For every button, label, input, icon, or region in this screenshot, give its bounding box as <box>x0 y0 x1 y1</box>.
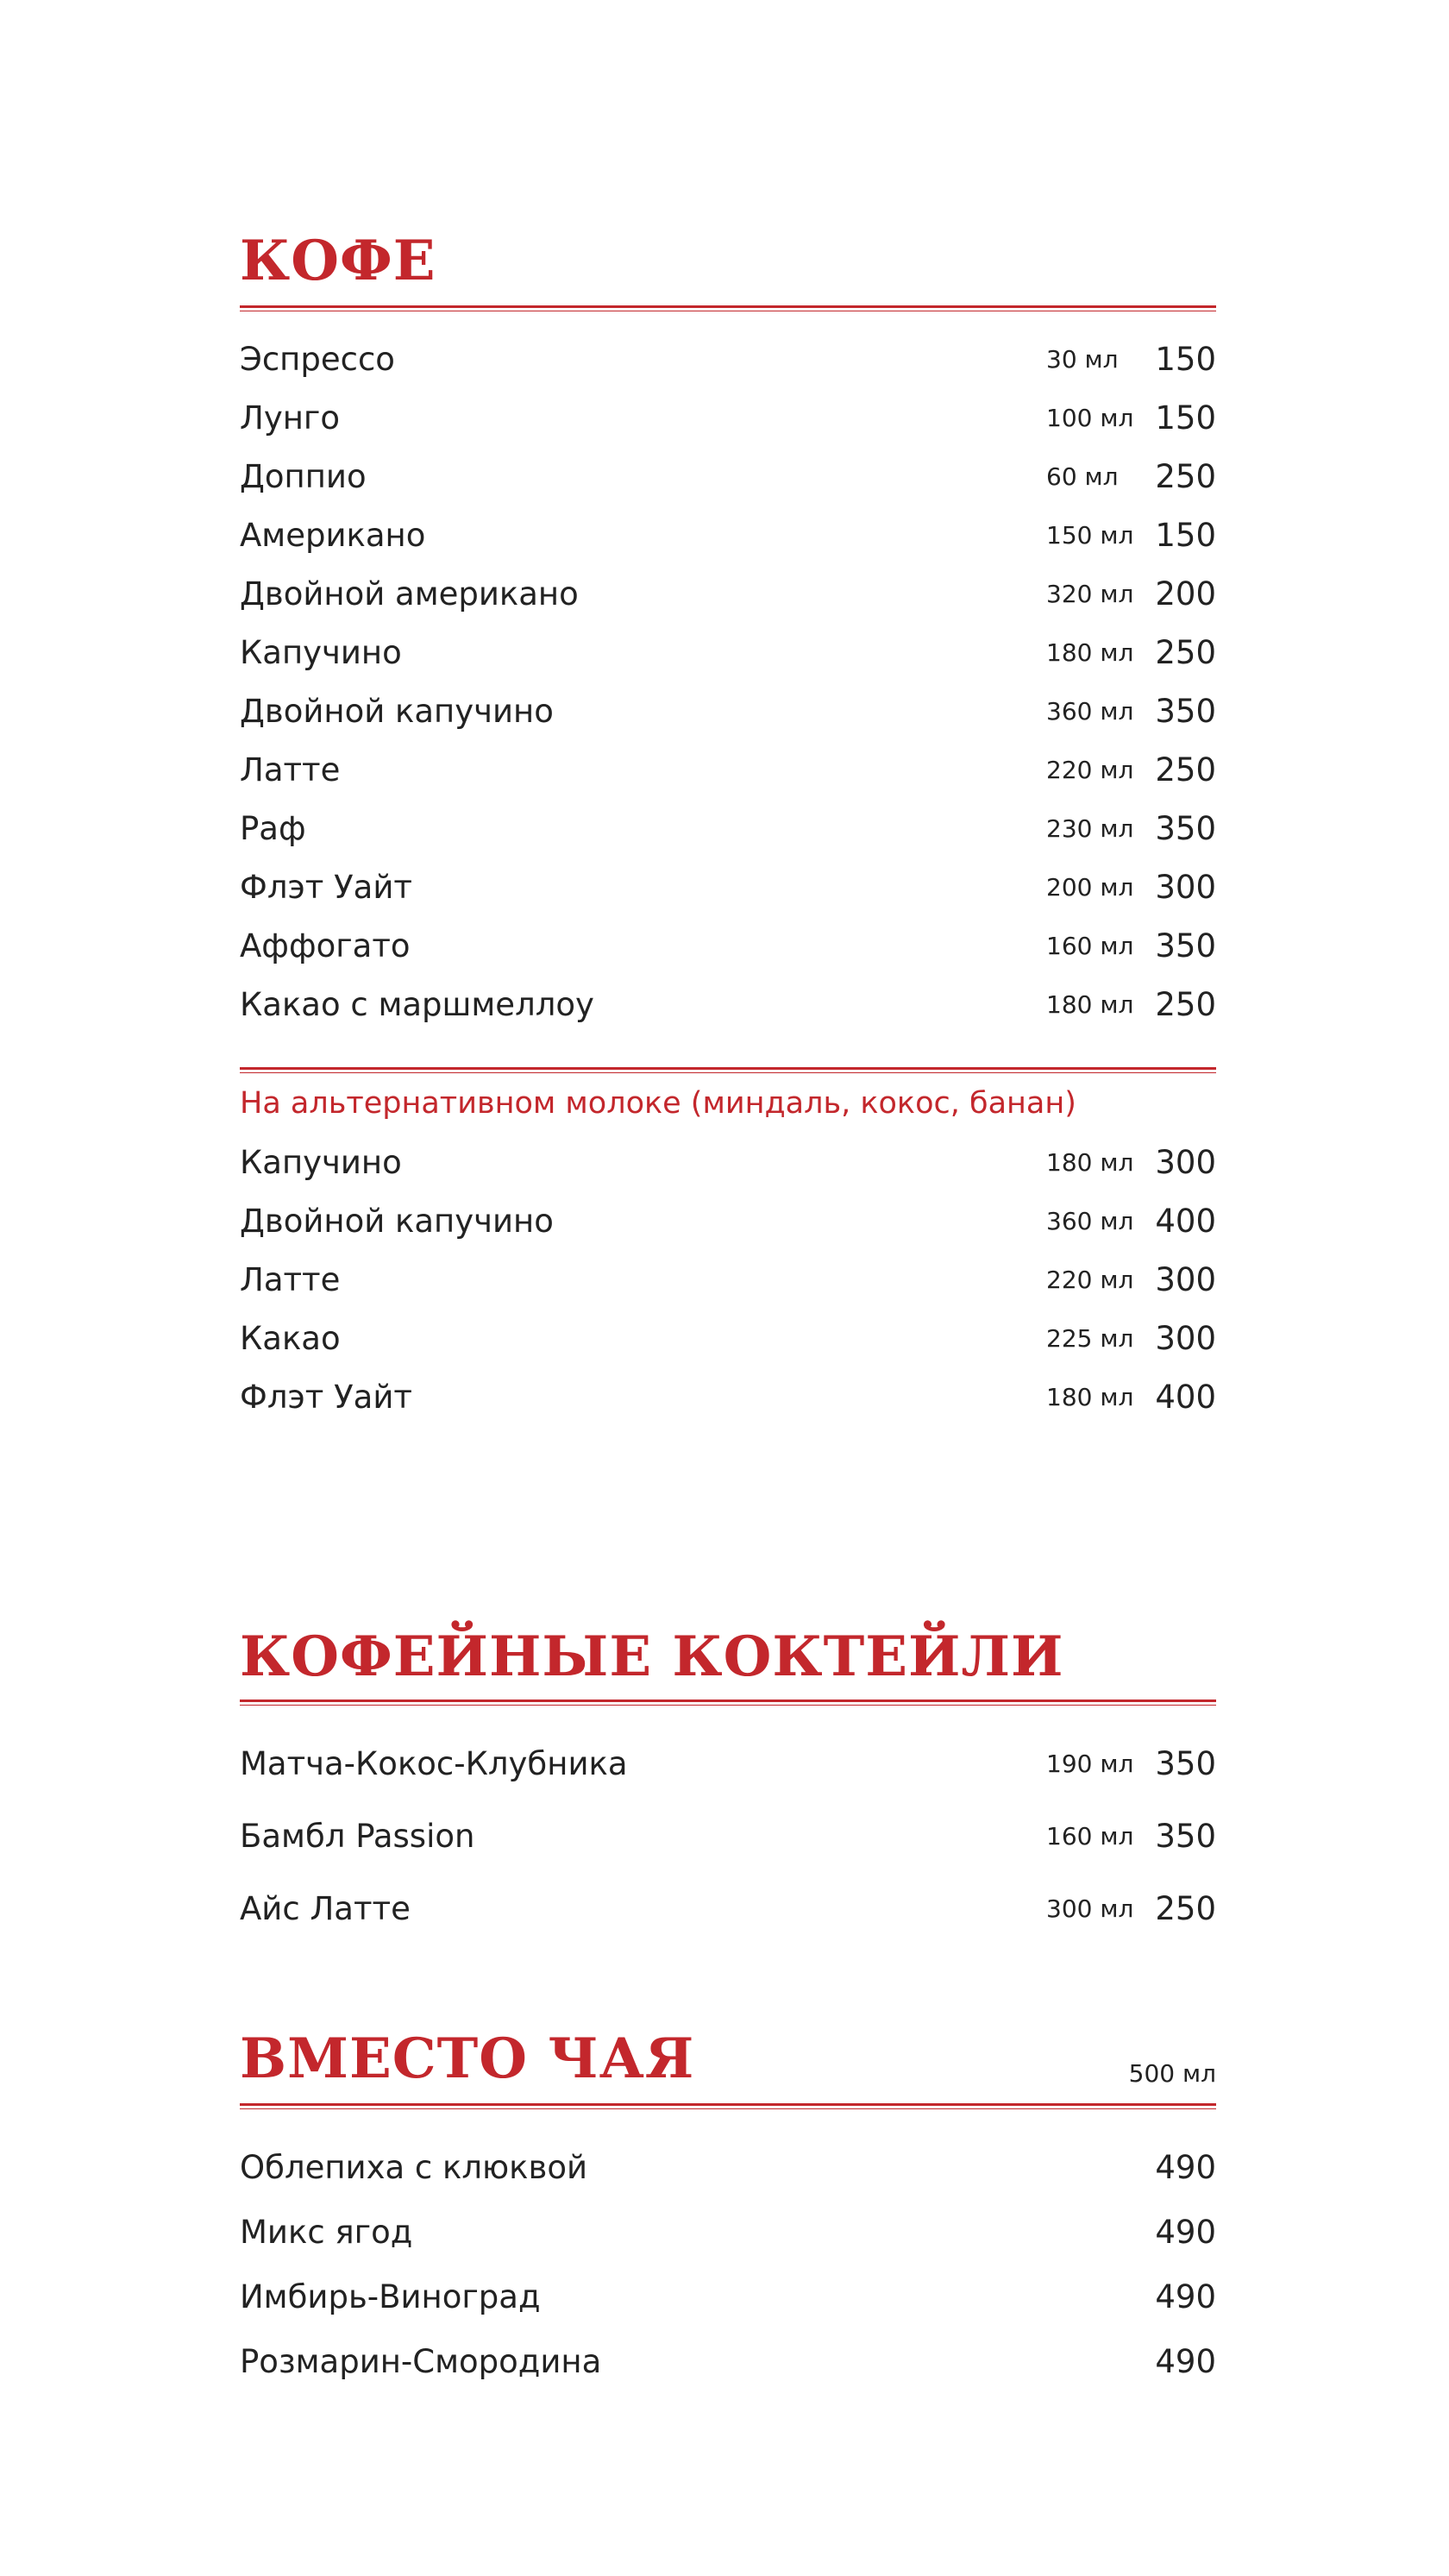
item-name: Флэт Уайт <box>240 869 412 906</box>
item-price: 400 <box>1155 1203 1216 1240</box>
item-volume: 225 мл <box>1046 1324 1134 1353</box>
cocktails-title: КОФЕЙНЫЕ КОКТЕЙЛИ <box>240 1624 1064 1689</box>
tea-divider <box>240 2103 1216 2109</box>
item-volume: 220 мл <box>1046 1266 1134 1294</box>
menu-item <box>240 917 1216 976</box>
item-price: 300 <box>1155 1320 1216 1357</box>
item-volume: 160 мл <box>1046 1822 1134 1850</box>
coffee-list <box>240 330 1216 1034</box>
item-price: 490 <box>1155 2149 1216 2186</box>
menu-item <box>240 1873 1216 1945</box>
tea-title: ВМЕСТО ЧАЯ <box>240 2026 695 2091</box>
tea-section <box>240 2026 1216 2394</box>
item-price: 250 <box>1155 634 1216 671</box>
item-volume: 100 мл <box>1046 404 1134 432</box>
item-name: Имбирь-Виноград <box>240 2278 541 2315</box>
tea-list <box>240 2135 1216 2394</box>
item-price: 350 <box>1155 1745 1216 1782</box>
item-volume: 30 мл <box>1046 345 1119 374</box>
cocktails-divider <box>240 1700 1216 1706</box>
item-price: 200 <box>1155 575 1216 613</box>
menu-item <box>240 1192 1216 1251</box>
item-name: Двойной американо <box>240 575 579 613</box>
item-price: 400 <box>1155 1379 1216 1416</box>
cocktails-heading-wrap <box>240 1624 1216 1689</box>
item-volume: 160 мл <box>1046 932 1134 960</box>
item-volume: 150 мл <box>1046 521 1134 550</box>
item-volume: 320 мл <box>1046 580 1134 608</box>
coffee-section <box>240 231 1216 1427</box>
item-price: 350 <box>1155 1818 1216 1855</box>
item-name: Бамбл Passion <box>240 1818 475 1855</box>
item-price: 250 <box>1155 1890 1216 1927</box>
item-volume: 180 мл <box>1046 1148 1134 1177</box>
item-name: Микс ягод <box>240 2214 413 2251</box>
item-price: 300 <box>1155 1261 1216 1298</box>
menu-item <box>240 2265 1216 2329</box>
coffee-heading-wrap <box>240 231 1216 292</box>
cocktails-section <box>240 1624 1216 1945</box>
menu-item <box>240 976 1216 1034</box>
item-name: Какао с маршмеллоу <box>240 986 594 1023</box>
item-name: Лунго <box>240 399 340 437</box>
item-name: Какао <box>240 1320 341 1357</box>
item-price: 150 <box>1155 517 1216 554</box>
item-volume: 180 мл <box>1046 638 1134 667</box>
tea-volume: 500 мл <box>1128 2059 1216 2088</box>
item-name: Облепиха с клюквой <box>240 2149 588 2186</box>
item-name: Доппио <box>240 458 367 495</box>
alt-milk-divider <box>240 1067 1216 1073</box>
item-name: Эспрессо <box>240 341 395 378</box>
menu-item <box>240 624 1216 682</box>
menu-item <box>240 682 1216 741</box>
item-volume: 190 мл <box>1046 1750 1134 1778</box>
menu-item <box>240 1310 1216 1368</box>
item-volume: 200 мл <box>1046 873 1134 902</box>
item-name: Капучино <box>240 1144 402 1181</box>
item-name: Двойной капучино <box>240 1203 554 1240</box>
item-price: 490 <box>1155 2343 1216 2380</box>
item-price: 350 <box>1155 927 1216 964</box>
item-name: Латте <box>240 1261 341 1298</box>
item-volume: 220 мл <box>1046 756 1134 784</box>
item-volume: 230 мл <box>1046 814 1134 843</box>
menu-item <box>240 741 1216 800</box>
item-price: 250 <box>1155 986 1216 1023</box>
item-price: 300 <box>1155 869 1216 906</box>
item-price: 150 <box>1155 399 1216 437</box>
item-name: Латте <box>240 751 341 789</box>
item-volume: 60 мл <box>1046 462 1119 491</box>
alt-milk-subheading: На альтернативном молоке (миндаль, кокос, банан) <box>240 1086 1076 1121</box>
menu-item <box>240 1368 1216 1427</box>
item-price: 250 <box>1155 751 1216 789</box>
item-name: Матча-Кокос-Клубника <box>240 1745 628 1782</box>
menu-item <box>240 1251 1216 1310</box>
item-price: 250 <box>1155 458 1216 495</box>
tea-heading-wrap <box>240 2026 1216 2091</box>
item-name: Аффогато <box>240 927 411 964</box>
menu-item <box>240 506 1216 565</box>
item-price: 490 <box>1155 2214 1216 2251</box>
item-price: 490 <box>1155 2278 1216 2315</box>
menu-item <box>240 565 1216 624</box>
item-volume: 180 мл <box>1046 1383 1134 1411</box>
menu-item <box>240 389 1216 448</box>
item-price: 300 <box>1155 1144 1216 1181</box>
item-price: 350 <box>1155 693 1216 730</box>
item-name: Розмарин-Смородина <box>240 2343 602 2380</box>
item-price: 350 <box>1155 810 1216 847</box>
menu-item <box>240 448 1216 506</box>
coffee-title: КОФЕ <box>240 229 436 293</box>
menu-item <box>240 858 1216 917</box>
item-volume: 360 мл <box>1046 697 1134 726</box>
menu-item <box>240 1800 1216 1873</box>
menu-item <box>240 330 1216 389</box>
item-name: Айс Латте <box>240 1890 411 1927</box>
item-name: Раф <box>240 810 306 847</box>
item-name: Американо <box>240 517 426 554</box>
menu-item <box>240 1728 1216 1800</box>
item-volume: 180 мл <box>1046 990 1134 1019</box>
menu-item <box>240 2200 1216 2265</box>
item-name: Флэт Уайт <box>240 1379 412 1416</box>
alt-milk-list <box>240 1134 1216 1427</box>
item-price: 150 <box>1155 341 1216 378</box>
cocktails-list <box>240 1728 1216 1945</box>
menu-item <box>240 2135 1216 2200</box>
coffee-divider <box>240 305 1216 311</box>
menu-item <box>240 1134 1216 1192</box>
item-volume: 300 мл <box>1046 1894 1134 1923</box>
menu-item <box>240 2329 1216 2394</box>
menu-item <box>240 800 1216 858</box>
item-volume: 360 мл <box>1046 1207 1134 1235</box>
item-name: Двойной капучино <box>240 693 554 730</box>
item-name: Капучино <box>240 634 402 671</box>
